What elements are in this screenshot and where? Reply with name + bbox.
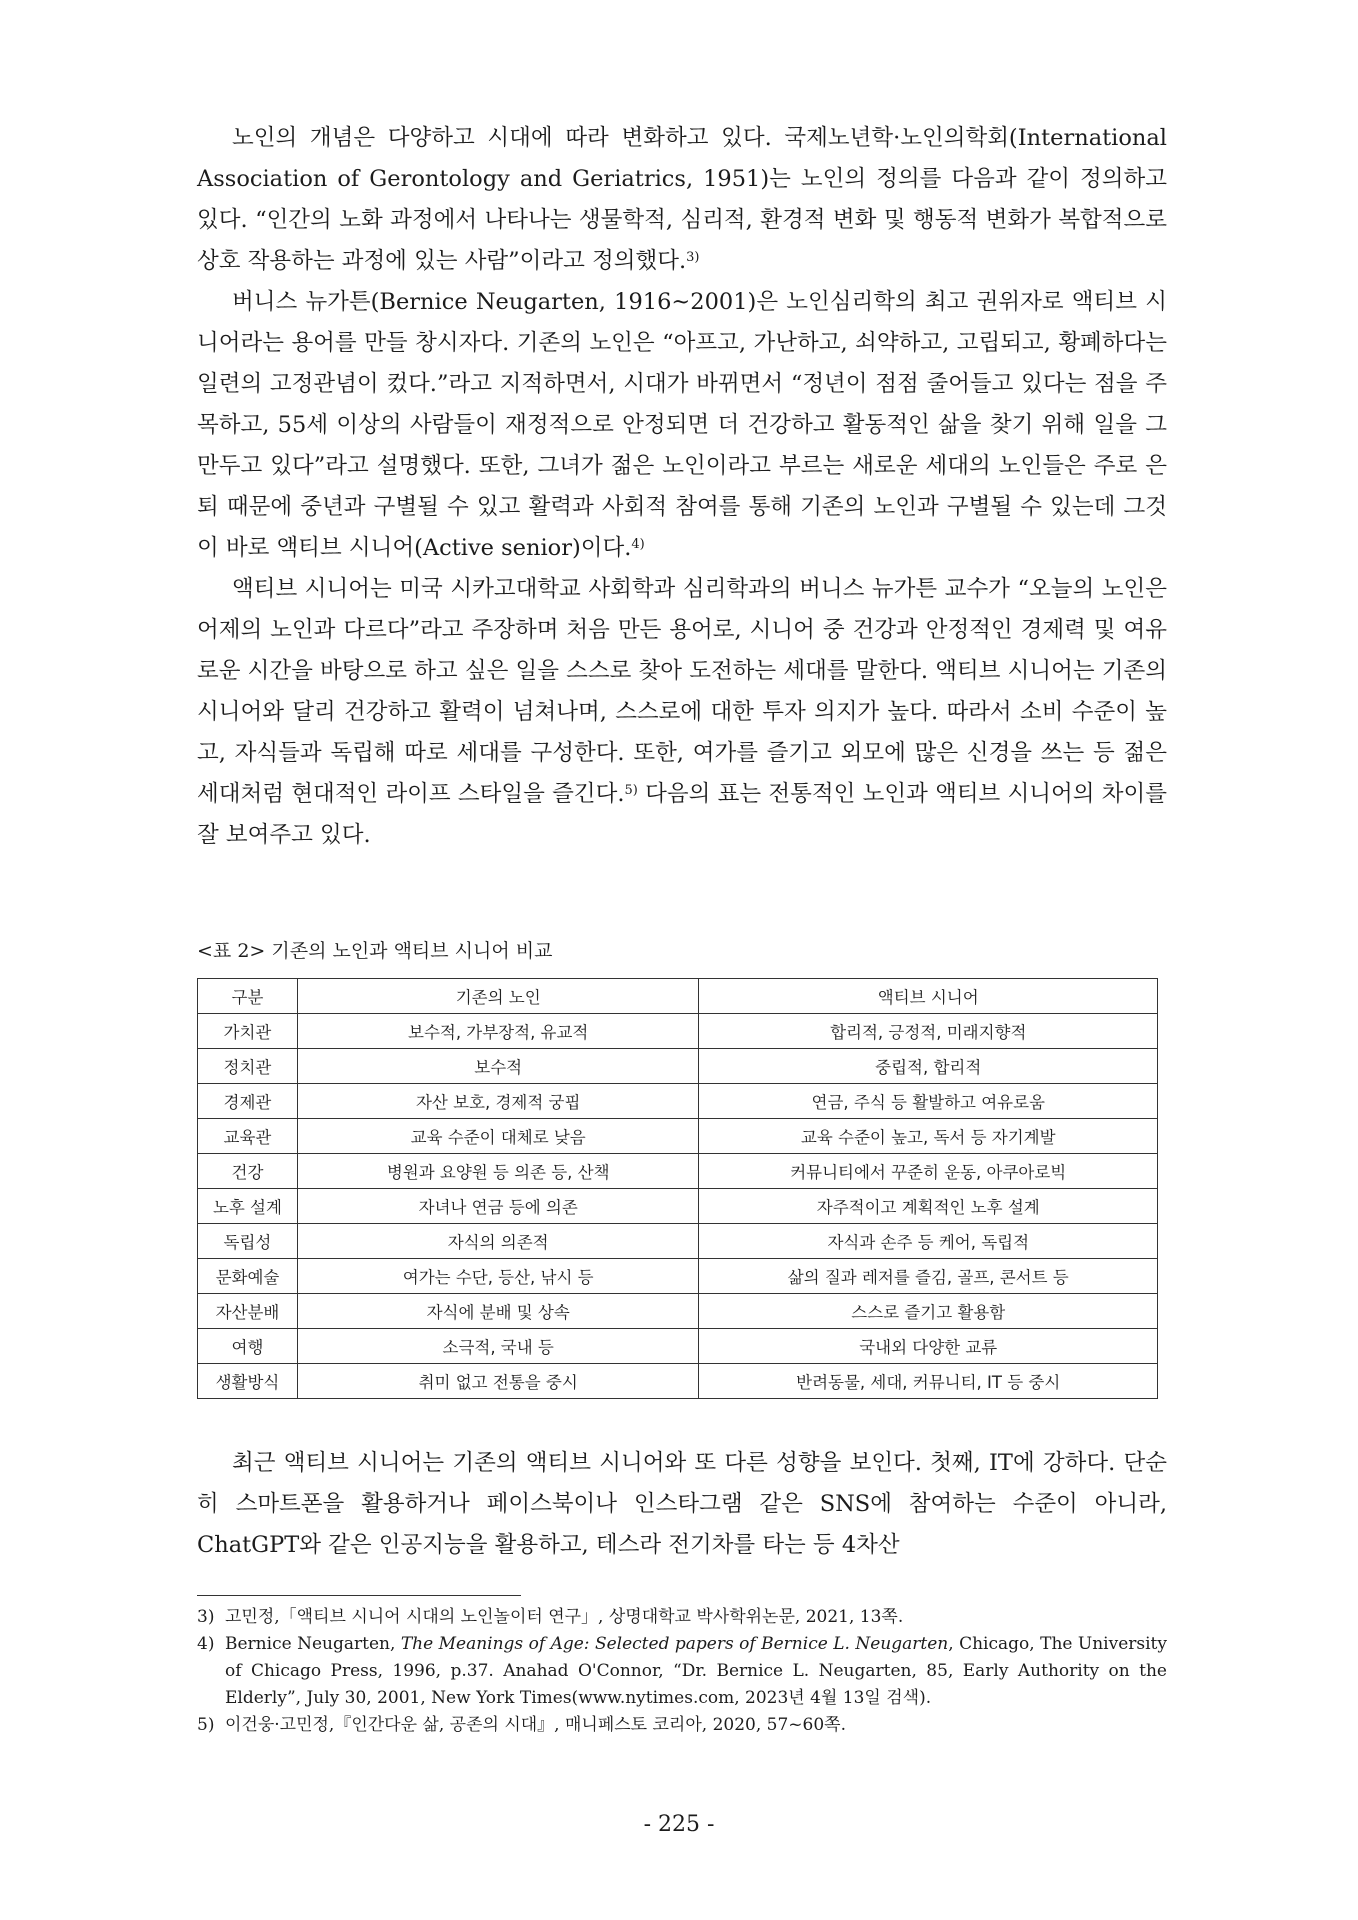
comparison-table [197, 978, 1158, 1399]
footnote-5: 5) 이건웅·고민정,『인간다운 삶, 공존의 시대』, 매니페스토 코리아, 2020, 57~60쪽. [197, 1715, 846, 1735]
footnote-ref-5[interactable]: 5) [624, 783, 638, 798]
traditional-cell: 자식의 의존적 [297, 1224, 699, 1259]
row-category-cell: 문화예술 [198, 1259, 298, 1294]
page-number: - 225 - [643, 1812, 715, 1837]
table-row [198, 1119, 1158, 1154]
paragraph-3: 액티브 시니어는 미국 시카고대학교 사회학과 심리학과의 버니스 뉴가튼 교수가 “오늘의 노인은 어제의 노인과 다르다”라고 주장하며 처음 만든 용어로, 시니어 중 건강과 안정적인 경제력 및 여유로운 시간을 바탕으로 하고 싶은 일을 스스로 찾아 도전하는 세대를 말한다. 액티브 시니어는 기존의 시니어와 달리 건강하고 활력이 넘쳐나며, 스스로에 대한 투자 의지가 높다. 따라서 소비 수준이 높고, 자식들과 독립해 따로 세대를 구성한다. 또한, 여가를 즐기고 외모에 많은 신경을 쓰는 등 젊은 세대처럼 현대적인 라이프 스타일을 즐긴다.$^{5)}$ 다음의 표는 전통적인 노인과 액티브 시니어의 차이를 잘 보여주고 있다. [197, 576, 1167, 848]
table-row [198, 1189, 1158, 1224]
paragraph-2: 버니스 뉴가튼(Bernice Neugarten, 1916~2001)은 노인심리학의 최고 권위자로 액티브 시니어라는 용어를 만들 창시자다. 기존의 노인은 “아프고, 가난하고, 쇠약하고, 고립되고, 황폐하다는 일련의 고정관념이 컸다.”라고 지적하면서, 시대가 바뀌면서 “정년이 점점 줄어들고 있다는 점을 주목하고, 55세 이상의 사람들이 재정적으로 안정되면 더 건강하고 활동적인 삶을 찾기 위해 일을 그만두고 있다”라고 설명했다. 또한, 그녀가 젊은 노인이라고 부르는 새로운 세대의 노인들은 주로 은퇴 때문에 중년과 구별될 수 있고 활력과 사회적 참여를 통해 기존의 노인과 구별될 수 있는데 그것이 바로 액티브 시니어(Active senior)이다.$^{4)}$ [197, 289, 1167, 561]
table-row [198, 1294, 1158, 1329]
active-senior-cell: 삶의 질과 레저를 즐김, 골프, 콘서트 등 [699, 1259, 1158, 1294]
row-category-cell: 경제관 [198, 1084, 298, 1119]
table-row [198, 1014, 1158, 1049]
row-category-cell: 자산분배 [198, 1294, 298, 1329]
row-category-cell: 건강 [198, 1154, 298, 1189]
traditional-cell: 교육 수준이 대체로 낮음 [297, 1119, 699, 1154]
row-category-cell: 생활방식 [198, 1364, 298, 1399]
body-text-after-table [197, 1443, 1167, 1566]
active-senior-cell: 커뮤니티에서 꾸준히 운동, 아쿠아로빅 [699, 1154, 1158, 1189]
paragraph-4: 최근 액티브 시니어는 기존의 액티브 시니어와 또 다른 성향을 보인다. 첫째, IT에 강하다. 단순히 스마트폰을 활용하거나 페이스북이나 인스타그램 같은 SNS에 참여하는 수준이 아니라, ChatGPT와 같은 인공지능을 활용하고, 테스라 전기차를 타는 등 4차산 [197, 1450, 1167, 1558]
active-senior-cell: 자주적이고 계획적인 노후 설계 [699, 1189, 1158, 1224]
table-row [198, 1259, 1158, 1294]
traditional-cell: 보수적 [297, 1049, 699, 1084]
traditional-cell: 병원과 요양원 등 의존 등, 산책 [297, 1154, 699, 1189]
footnotes [197, 1604, 1167, 1739]
traditional-cell: 소극적, 국내 등 [297, 1329, 699, 1364]
footnote-4: 4) Bernice Neugarten, The Meanings of Age: Selected papers of Bernice L. Neugarten, Chicago, The University of Chicago Press, 1996, p.37. Anahad O'Connor, “Dr. Bernice L. Neugarten, 85, Early Authority on the Elderly”, July 30, 2001, New York Times(www.nytimes.com, 2023년 4월 13일 검색). [197, 1634, 1167, 1708]
header-active-senior: 액티브 시니어 [699, 979, 1158, 1014]
table-row [198, 1049, 1158, 1084]
main-body-text [197, 118, 1167, 856]
traditional-cell: 자녀나 연금 등에 의존 [297, 1189, 699, 1224]
footnote-divider [197, 1595, 521, 1596]
row-category-cell: 정치관 [198, 1049, 298, 1084]
header-traditional: 기존의 노인 [297, 979, 699, 1014]
row-category-cell: 독립성 [198, 1224, 298, 1259]
table-row [198, 1154, 1158, 1189]
traditional-cell: 취미 없고 전통을 중시 [297, 1364, 699, 1399]
active-senior-cell: 연금, 주식 등 활발하고 여유로움 [699, 1084, 1158, 1119]
footnote-3: 3) 고민정,「액티브 시니어 시대의 노인놀이터 연구」, 상명대학교 박사학위논문, 2021, 13쪽. [197, 1607, 904, 1627]
traditional-cell: 자식에 분배 및 상속 [297, 1294, 699, 1329]
table-header-row [198, 979, 1158, 1014]
paragraph-1: 노인의 개념은 다양하고 시대에 따라 변화하고 있다. 국제노년학·노인의학회(International Association of Gerontology and Geriatrics, 1951)는 노인의 정의를 다음과 같이 정의하고 있다. “인간의 노화 과정에서 나타나는 생물학적, 심리적, 환경적 변화 및 행동적 변화가 복합적으로 상호 작용하는 과정에 있는 사람”이라고 정의했다.$^{3)}$ [197, 125, 1167, 274]
table-row [198, 1364, 1158, 1399]
row-category-cell: 여행 [198, 1329, 298, 1364]
active-senior-cell: 스스로 즐기고 활용함 [699, 1294, 1158, 1329]
active-senior-cell: 중립적, 합리적 [699, 1049, 1158, 1084]
traditional-cell: 여가는 수단, 등산, 낚시 등 [297, 1259, 699, 1294]
active-senior-cell: 국내외 다양한 교류 [699, 1329, 1158, 1364]
header-category: 구분 [198, 979, 298, 1014]
active-senior-cell: 교육 수준이 높고, 독서 등 자기계발 [699, 1119, 1158, 1154]
table-row [198, 1329, 1158, 1364]
row-category-cell: 가치관 [198, 1014, 298, 1049]
table-caption: <표 2> 기존의 노인과 액티브 시니어 비교 [197, 940, 553, 962]
active-senior-cell: 합리적, 긍정적, 미래지향적 [699, 1014, 1158, 1049]
row-category-cell: 노후 설계 [198, 1189, 298, 1224]
table-row [198, 1224, 1158, 1259]
active-senior-cell: 반려동물, 세대, 커뮤니티, IT 등 중시 [699, 1364, 1158, 1399]
traditional-cell: 보수적, 가부장적, 유교적 [297, 1014, 699, 1049]
row-category-cell: 교육관 [198, 1119, 298, 1154]
book-title: The Meanings of Age: Selected papers of Bernice L. Neugarten [400, 1634, 949, 1654]
table-row [198, 1084, 1158, 1119]
traditional-cell: 자산 보호, 경제적 궁핍 [297, 1084, 699, 1119]
active-senior-cell: 자식과 손주 등 케어, 독립적 [699, 1224, 1158, 1259]
footnote-ref-3[interactable]: 3) [686, 250, 700, 265]
footnote-ref-4[interactable]: 4) [631, 537, 645, 552]
table-body [198, 1014, 1158, 1399]
